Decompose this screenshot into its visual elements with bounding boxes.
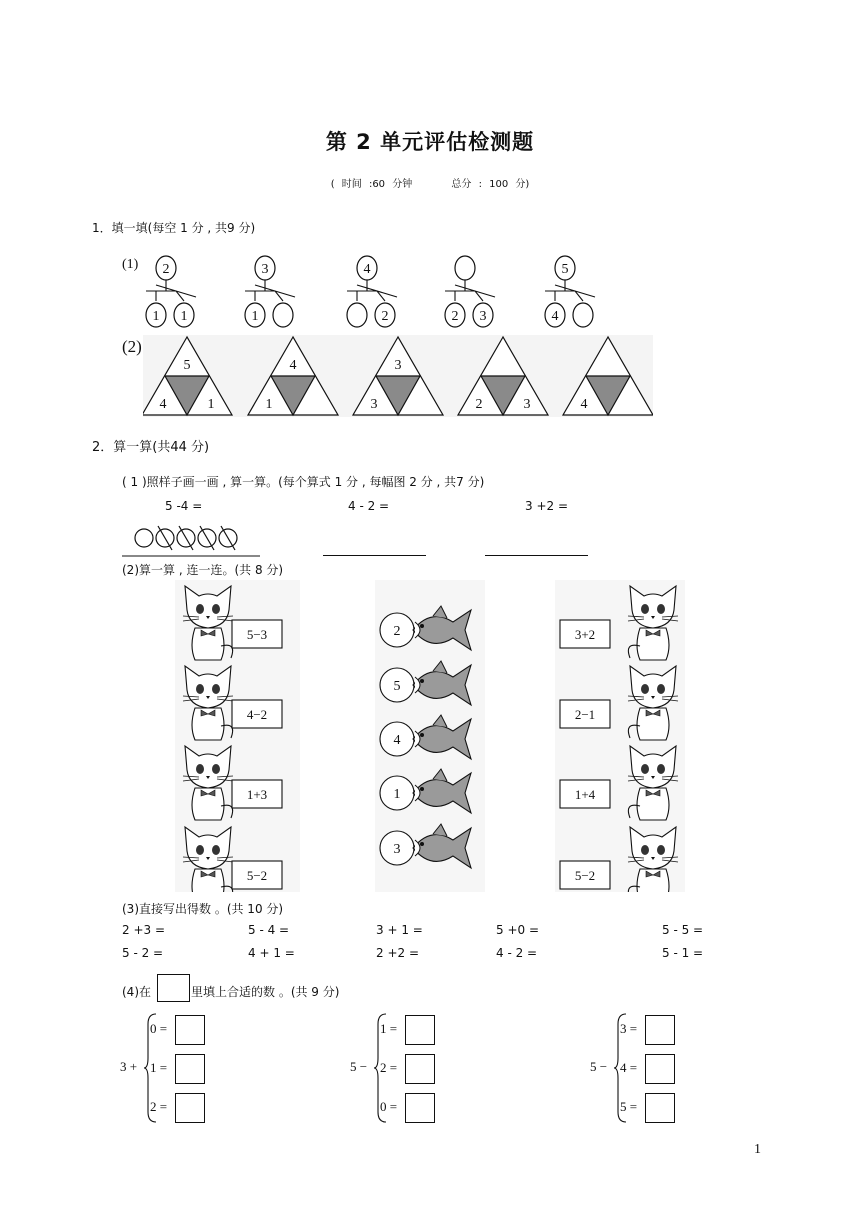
fish-number: 4: [393, 733, 401, 748]
expression-label: 4−2: [246, 707, 268, 722]
q1-part2-label: (2): [122, 337, 142, 356]
triangle-left-number: 4: [580, 397, 588, 412]
left-circle: [347, 303, 367, 327]
fill-item-label: 3 =: [620, 1021, 638, 1036]
page-title: 第 2 单元评估检测题: [325, 130, 535, 154]
left-cat-expression: [232, 861, 282, 889]
q2-part2-heading: (2)算一算 , 连一连。(共 8 分): [122, 563, 284, 577]
expression-label: 2−1: [574, 707, 596, 722]
total-score: 总分 : 100 分): [451, 179, 530, 190]
tree-left-number: 4: [551, 309, 559, 324]
answer-box[interactable]: [405, 1015, 435, 1045]
right-cat-expression: [560, 700, 610, 728]
q2-part4-heading-pre: (4)在: [122, 985, 151, 999]
fill-item-label: 2 =: [150, 1099, 168, 1114]
q2-heading: 2．算一算(共44 分): [92, 440, 210, 455]
oral-calc-item: 4 - 2 =: [496, 946, 538, 960]
triangle-right-number: 3: [523, 397, 531, 412]
triangle-left-number: 2: [475, 397, 483, 412]
triangle-top-number: 5: [183, 358, 191, 373]
number-tree: [445, 256, 495, 327]
expr-3: 3 +2 =: [525, 499, 569, 513]
oral-calc-item: 5 - 2 =: [122, 946, 164, 960]
tree-left-number: 1: [152, 309, 160, 324]
q2-part3-heading: (3)直接写出得数 。(共 10 分): [122, 902, 284, 916]
answer-line-2: [323, 555, 426, 556]
answer-box[interactable]: [645, 1054, 675, 1084]
tree-right-number: 2: [381, 309, 389, 324]
triangle-top-number: 4: [289, 358, 297, 373]
fish-number: 3: [393, 842, 401, 857]
top-circle: [455, 256, 475, 280]
answer-box[interactable]: [175, 1093, 205, 1123]
oral-calc-item: 3 + 1 =: [376, 923, 423, 937]
q2-part1-heading: ( 1 )照样子画一画 , 算一算。(每个算式 1 分 , 每幅图 2 分 , 共7 分): [122, 475, 485, 489]
group-prefix: 5 −: [590, 1059, 608, 1074]
q2-part4-heading-post: 里填上合适的数 。(共 9 分): [191, 985, 340, 999]
blank-box-sample: [157, 974, 190, 1002]
fill-item-label: 0 =: [380, 1099, 398, 1114]
triangle-left-number: 3: [370, 397, 378, 412]
q1-heading: 1．填一填(每空 1 分 , 共9 分): [92, 221, 256, 235]
tree-right-number: 1: [180, 309, 188, 324]
expr-2: 4 - 2 =: [348, 499, 390, 513]
tree-top-number: 4: [363, 262, 371, 277]
fill-item-label: 5 =: [620, 1099, 638, 1114]
answer-line-3: [485, 555, 588, 556]
left-cat-expression: [232, 700, 282, 728]
answer-box[interactable]: [645, 1093, 675, 1123]
triangle-left-number: 4: [159, 397, 167, 412]
fish-number: 5: [393, 679, 401, 694]
oral-calc-item: 4 + 1 =: [248, 946, 295, 960]
page-number: 1: [754, 1142, 761, 1157]
tree-right-number: 3: [479, 309, 487, 324]
triangle-right-number: 1: [207, 397, 215, 412]
answer-box[interactable]: [645, 1015, 675, 1045]
number-triangles: [143, 335, 653, 417]
number-tree: [545, 256, 595, 327]
expression-label: 1+4: [574, 787, 596, 802]
group-prefix: 3 +: [120, 1059, 138, 1074]
group-prefix: 5 −: [350, 1059, 368, 1074]
right-circle: [573, 303, 593, 327]
fill-item-label: 1 =: [150, 1060, 168, 1075]
number-tree: [347, 256, 397, 327]
answer-box[interactable]: [175, 1015, 205, 1045]
time-limit: ( 时间 :60 分钟: [330, 179, 413, 190]
fill-item-label: 0 =: [150, 1021, 168, 1036]
right-cat-expression: [560, 780, 610, 808]
fill-item-label: 2 =: [380, 1060, 398, 1075]
q1-part1-label: (1): [122, 257, 139, 272]
triangle-top-number: 3: [394, 358, 402, 373]
expression-label: 5−2: [574, 868, 596, 883]
expression-label: 5−2: [246, 868, 268, 883]
left-cat-expression: [232, 780, 282, 808]
matching-area: [175, 580, 685, 892]
oral-calc-item: 2 +2 =: [376, 946, 420, 960]
expr-1: 5 -4 =: [165, 499, 203, 513]
expression-label: 3+2: [574, 627, 596, 642]
answer-box[interactable]: [405, 1093, 435, 1123]
circles-crossed-example: [120, 520, 260, 560]
right-circle: [273, 303, 293, 327]
fish-number: 1: [393, 787, 401, 802]
tree-left-number: 2: [451, 309, 459, 324]
answer-box[interactable]: [405, 1054, 435, 1084]
subtitle: [0, 175, 860, 190]
oral-calc-item: 5 - 4 =: [248, 923, 290, 937]
triangle-left-number: 1: [265, 397, 273, 412]
answer-box[interactable]: [175, 1054, 205, 1084]
oral-calc-item: 5 - 5 =: [662, 923, 704, 937]
tree-top-number: 5: [561, 262, 569, 277]
tree-top-number: 2: [162, 262, 170, 277]
right-cat-expression: [560, 861, 610, 889]
oral-calc-item: 2 +3 =: [122, 923, 166, 937]
oral-calc-item: 5 +0 =: [496, 923, 540, 937]
left-cat-expression: [232, 620, 282, 648]
number-tree: [146, 256, 196, 327]
oral-calc-item: 5 - 1 =: [662, 946, 704, 960]
expression-label: 5−3: [246, 627, 268, 642]
number-trees: [140, 253, 620, 333]
right-cat-expression: [560, 620, 610, 648]
expression-label: 1+3: [246, 787, 268, 802]
tree-left-number: 1: [251, 309, 259, 324]
fish-number: 2: [393, 624, 401, 639]
fill-item-label: 1 =: [380, 1021, 398, 1036]
fill-item-label: 4 =: [620, 1060, 638, 1075]
number-tree: [245, 256, 295, 327]
tree-top-number: 3: [261, 262, 269, 277]
circle-icon: [135, 529, 153, 547]
